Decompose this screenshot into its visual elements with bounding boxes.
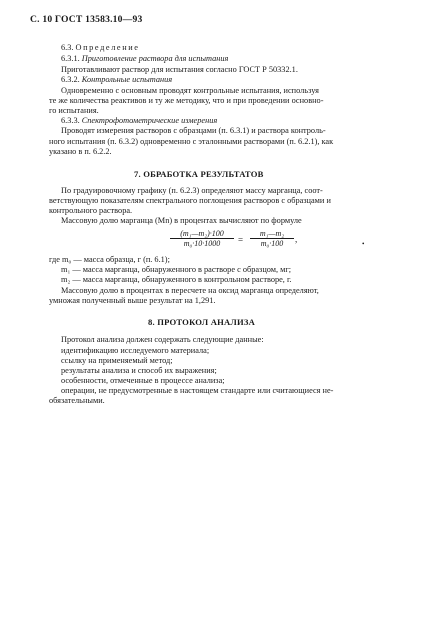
subsection-6-3-2-number: 6.3.2. [61,75,80,84]
section-6-3-name: Определение [75,43,140,52]
section-7-para-1-line-1: По градуировочному графику (п. 6.2.3) определяют массу марганца, соот- [61,186,323,195]
subsection-6-3-3-line-2: ного испытания (п. 6.3.2) одновременно с эталонными растворами (п. 6.2.1), как [49,137,334,146]
mass-fraction-formula [170,229,300,251]
formula-fraction-2-denominator: m₀·100 [260,239,284,248]
subsection-6-3-1-title [61,54,228,64]
where-line-m1: m₁ — масса марганца, обнаруженного в растворе с образцом, мг; [61,265,292,274]
formula-fraction-1-numerator: (m₁—m₂)·100 [170,229,234,239]
subsection-6-3-2-line-1: Одновременно с основным проводят контрольные испытания, используя [61,86,319,95]
protocol-item-5-line-2: обязательными. [49,396,105,405]
subsection-6-3-1-name: Приготовление раствора для испытания [81,54,229,63]
subsection-6-3-3-number: 6.3.3. [61,116,80,125]
section-7-para-1-line-2: ветствующую показателям спектрального поглощения растворов с образцами и [49,196,331,205]
subsection-6-3-3-line-3: указано в п. 6.2.2. [49,147,112,156]
margin-dot: • [362,240,365,248]
where-line-m2: m₂ — масса марганца, обнаруженного в контрольном растворе, г. [61,275,292,284]
section-6-3-number: 6.3. [61,43,74,52]
page-header: С. 10 ГОСТ 13583.10—93 [30,14,143,25]
subsection-6-3-2-title [61,75,172,85]
subsection-6-3-2-line-3: го испытания. [49,106,99,115]
protocol-item-1: идентификацию исследуемого материала; [61,346,210,355]
subsection-6-3-1-number: 6.3.1. [61,54,80,63]
formula-fraction-2-numerator: m₁—m₂ [250,229,294,239]
section-6-3-title [61,43,140,53]
formula-equals: = [238,235,244,245]
subsection-6-3-3-title [61,116,217,126]
where-line-m0: где m₀ — масса образца, г (п. 6.1); [49,255,170,264]
section-7-para-1-line-3: контрольного раствора. [49,206,133,215]
section-7-para-3-line-2: умножая полученный выше результат на 1,291. [49,296,216,305]
subsection-6-3-3-line-1: Проводят измерения растворов с образцами (п. 6.3.1) и раствора контроль- [61,126,326,135]
subsection-6-3-1-text: Приготавливают раствор для испытания согласно ГОСТ Р 50332.1. [61,65,298,74]
formula-fraction-1-denominator: m₀·10·1000 [183,239,221,248]
formula-fraction-1 [170,229,234,249]
section-7-para-3-line-1: Массовую долю в процентах в пересчете на оксид марганца определяют, [61,286,319,295]
protocol-item-3: результаты анализа и способ их выражения; [61,366,217,375]
section-7-heading: 7. ОБРАБОТКА РЕЗУЛЬТАТОВ [134,169,264,179]
subsection-6-3-2-name: Контрольные испытания [81,75,173,84]
section-8-intro: Протокол анализа должен содержать следующие данные: [61,335,264,344]
protocol-item-4: особенности, отмеченные в процессе анализа; [61,376,225,385]
protocol-item-5-line-1: операции, не предусмотренные в настоящем стандарте или считающиеся не- [61,386,334,395]
protocol-item-2: ссылку на применяемый метод; [61,356,173,365]
section-7-para-2: Массовую долю марганца (Mn) в процентах вычисляют по формуле [61,216,302,225]
formula-trailing-comma: , [295,234,298,244]
section-8-heading: 8. ПРОТОКОЛ АНАЛИЗА [148,317,256,327]
subsection-6-3-2-line-2: те же количества реактивов и ту же методику, что и при проведении основно- [49,96,324,105]
formula-fraction-2 [250,229,294,249]
subsection-6-3-3-name: Спектрофотометрические измерения [81,116,218,125]
